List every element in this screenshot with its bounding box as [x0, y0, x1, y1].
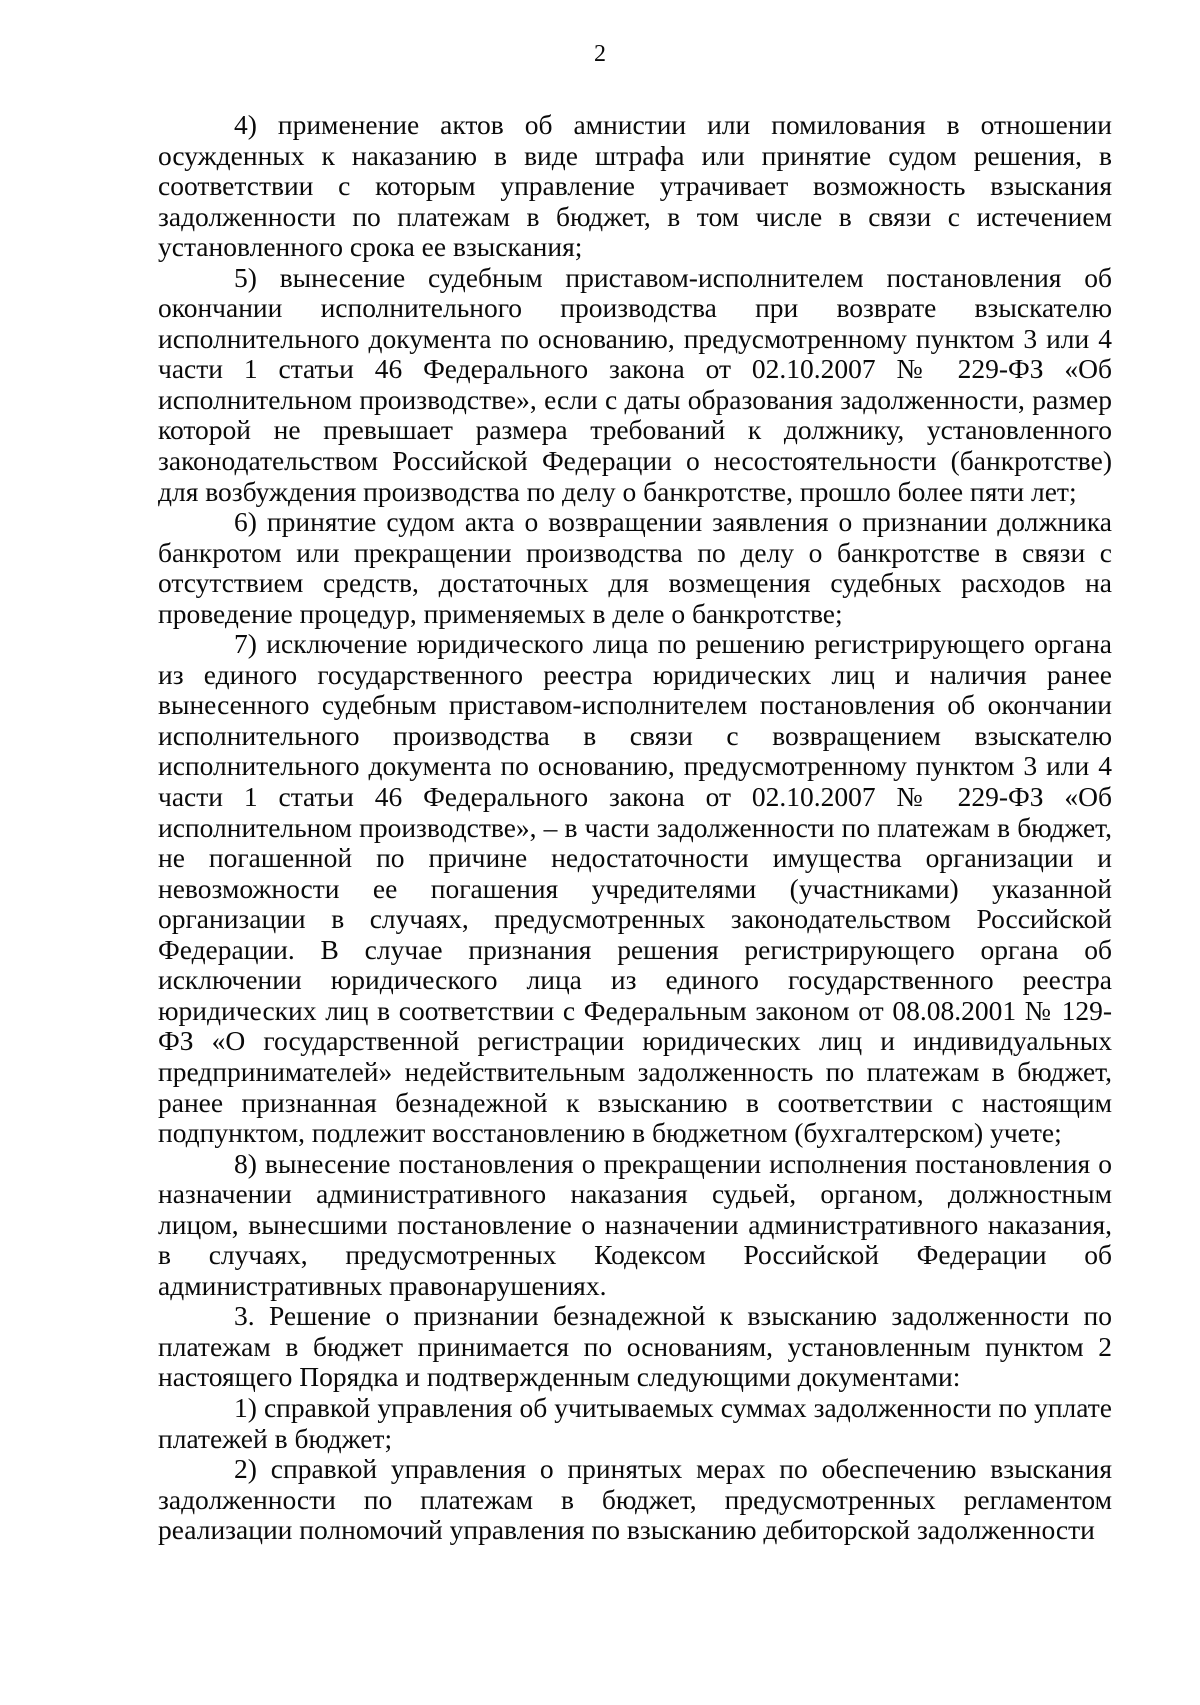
paragraph-item-4: 4) применение актов об амнистии или помилования в отношении осужденных к наказанию в виде штрафа или принятие судом решения, в соответствии с которым управление утрачивает возможность взыскания задолженности по платежам в бюджет, в том числе в связи с истечением установленного срока ее взыскания;: [158, 109, 1112, 263]
paragraph-item-6: 6) принятие судом акта о возвращении заявления о признании должника банкротом или прекращении производства по делу о банкротстве в связи с отсутствием средств, достаточных для возмещения судебных расходов на проведение процедур, применяемых в деле о банкротстве;: [158, 506, 1112, 629]
paragraph-doc-1: 1) справкой управления об учитываемых суммах задолженности по уплате платежей в бюджет;: [158, 1391, 1112, 1454]
paragraph-section-3: 3. Решение о признании безнадежной к взысканию задолженности по платежам в бюджет принимается по основаниям, установленным пунктом 2 настоящего Порядка и подтвержденным следующими документами:: [158, 1300, 1112, 1393]
paragraph-item-5: 5) вынесение судебным приставом-исполнителем постановления об окончании исполнительного производства при возврате взыскателю исполнительного документа по основанию, предусмотренному пунктом 3 или 4 части 1 статьи 46 Федерального закона от 02.10.2007 № 229-ФЗ «Об исполнительном производстве», если с даты образования задолженности, размер которой не превышает размера требований к должнику, установленного законодательством Российской Федерации о несостоятельности (банкротстве) для возбуждения производства по делу о банкротстве, прошло более пяти лет;: [158, 261, 1112, 507]
paragraph-item-8: 8) вынесение постановления о прекращении исполнения постановления о назначении административного наказания судьей, органом, должностным лицом, вынесшими постановление о назначении административного наказания, в случаях, предусмотренных Кодексом Российской Федерации об административных правонарушениях.: [158, 1147, 1112, 1301]
document-body: [158, 110, 1112, 1546]
paragraph-item-7: 7) исключение юридического лица по решению регистрирующего органа из единого государственного реестра юридических лиц и наличия ранее вынесенного судебным приставом-исполнителем постановления об окончании исполнительного производства в связи с возвращением взыскателю исполнительного документа по основанию, предусмотренному пунктом 3 или 4 части 1 статьи 46 Федерального закона от 02.10.2007 № 229-ФЗ «Об исполнительном производстве», – в части задолженности по платежам в бюджет, не погашенной по причине недостаточности имущества организации и невозможности ее погашения учредителями (участниками) указанной организации в случаях, предусмотренных законодательством Российской Федерации. В случае признания решения регистрирующего органа об исключении юридического лица из единого государственного реестра юридических лиц в соответствии с Федеральным законом от 08.08.2001 № 129-ФЗ «О государственной регистрации юридических лиц и индивидуальных предпринимателей» недействительным задолженность по платежам в бюджет, ранее признанная безнадежной к взысканию в соответствии с настоящим подпунктом, подлежит восстановлению в бюджетном (бухгалтерском) учете;: [158, 628, 1112, 1149]
paragraph-doc-2: 2) справкой управления о принятых мерах по обеспечению взыскания задолженности по платежам в бюджет, предусмотренных регламентом реализации полномочий управления по взысканию дебиторской задолженности: [158, 1453, 1112, 1546]
page-number: 2: [594, 41, 606, 67]
